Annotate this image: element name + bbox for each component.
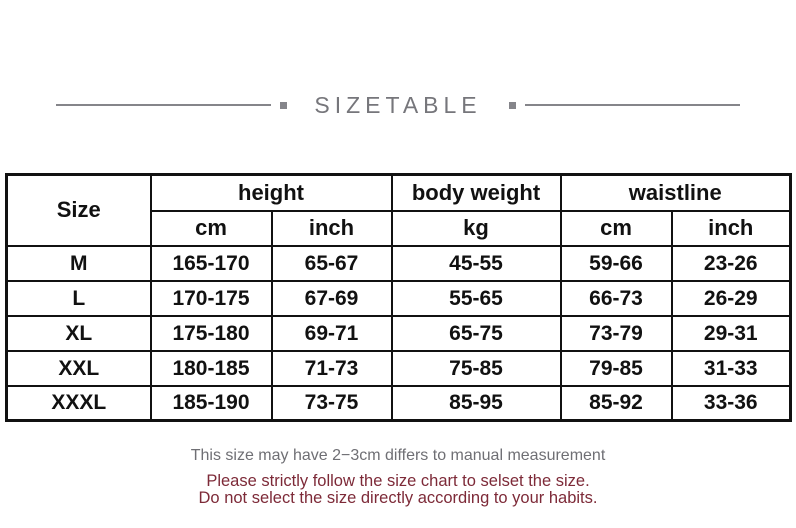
table-row-xxxl — [7, 386, 791, 421]
height-inch-cell: 69-71 — [272, 316, 392, 351]
size-cell: M — [7, 246, 151, 281]
waist-inch-cell: 23-26 — [672, 246, 791, 281]
weight-kg-cell: 65-75 — [392, 316, 561, 351]
title-banner — [0, 92, 796, 118]
size-cell: XXL — [7, 351, 151, 386]
height-cm-cell: 170-175 — [151, 281, 272, 316]
waist-inch-cell: 26-29 — [672, 281, 791, 316]
table-row-l — [7, 281, 791, 316]
height-inch-cell: 65-67 — [272, 246, 392, 281]
height-cm-cell: 175-180 — [151, 316, 272, 351]
waist-cm-cell: 85-92 — [561, 386, 672, 421]
header-body-weight: body weight — [392, 175, 561, 211]
height-cm-cell: 185-190 — [151, 386, 272, 421]
footnotes — [0, 447, 796, 507]
height-cm-cell: 165-170 — [151, 246, 272, 281]
height-cm-cell: 180-185 — [151, 351, 272, 386]
header-waistline: waistline — [561, 175, 791, 211]
table-row-m — [7, 246, 791, 281]
weight-kg-cell: 55-65 — [392, 281, 561, 316]
note-measurement: This size may have 2−3cm differs to manual measurement — [190, 447, 606, 464]
header-waist-cm: cm — [561, 211, 672, 246]
size-cell: XXXL — [7, 386, 151, 421]
title-dot-right-icon — [509, 102, 516, 109]
waist-inch-cell: 31-33 — [672, 351, 791, 386]
height-inch-cell: 67-69 — [272, 281, 392, 316]
header-height-inch: inch — [272, 211, 392, 246]
header-weight-kg: kg — [392, 211, 561, 246]
waist-cm-cell: 79-85 — [561, 351, 672, 386]
size-cell: L — [7, 281, 151, 316]
size-table — [5, 173, 792, 422]
note-follow-chart: Please strictly follow the size chart to selset the size. — [206, 472, 590, 490]
waist-cm-cell: 66-73 — [561, 281, 672, 316]
note-habits: Do not select the size directly according to your habits. — [198, 489, 598, 507]
waist-cm-cell: 73-79 — [561, 316, 672, 351]
header-waist-inch: inch — [672, 211, 791, 246]
height-inch-cell: 73-75 — [272, 386, 392, 421]
header-height: height — [151, 175, 392, 211]
table-header-group-row — [7, 175, 791, 211]
waist-inch-cell: 33-36 — [672, 386, 791, 421]
page-title: SIZETABLE — [314, 91, 482, 118]
waist-cm-cell: 59-66 — [561, 246, 672, 281]
weight-kg-cell: 85-95 — [392, 386, 561, 421]
height-inch-cell: 71-73 — [272, 351, 392, 386]
title-dot-left-icon — [280, 102, 287, 109]
header-height-cm: cm — [151, 211, 272, 246]
table-row-xl — [7, 316, 791, 351]
weight-kg-cell: 75-85 — [392, 351, 561, 386]
waist-inch-cell: 29-31 — [672, 316, 791, 351]
size-cell: XL — [7, 316, 151, 351]
weight-kg-cell: 45-55 — [392, 246, 561, 281]
table-row-xxl — [7, 351, 791, 386]
title-divider-right — [525, 104, 740, 106]
header-size: Size — [7, 175, 151, 246]
title-divider-left — [56, 104, 271, 106]
